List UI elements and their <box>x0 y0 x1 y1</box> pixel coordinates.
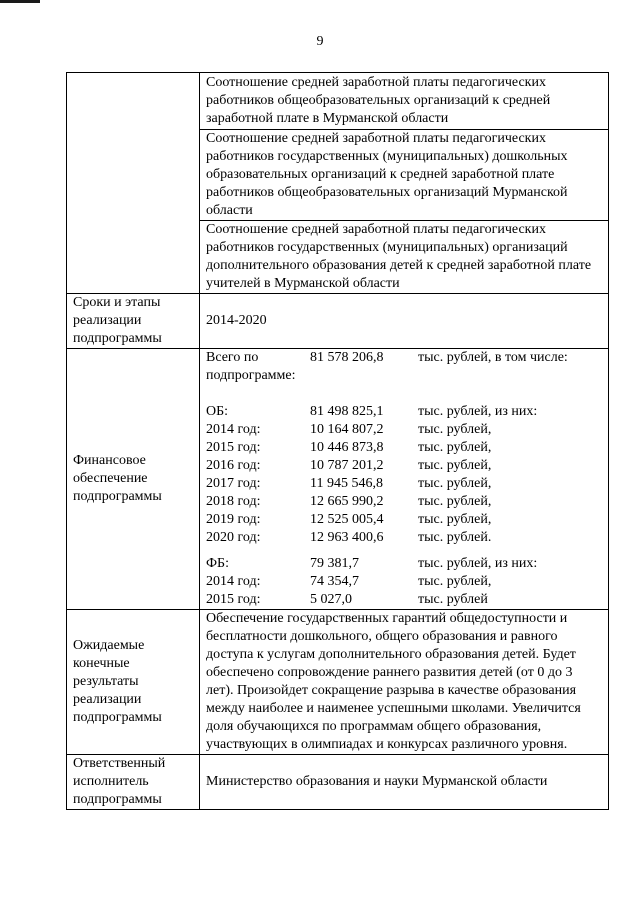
finance-year-unit: тыс. рублей <box>418 592 488 607</box>
finance-year-row <box>206 421 602 439</box>
finance-year-row <box>206 529 602 547</box>
indicator-cell: Соотношение средней заработной платы педагогических работников общеобразовательных организаций к средней заработной плате в Мурманской области <box>200 73 609 130</box>
finance-year-amount: 11 945 546,8 <box>310 476 383 491</box>
finance-year-amount: 5 027,0 <box>310 592 352 607</box>
terms-value: 2014-2020 <box>200 294 609 349</box>
indicator-row <box>67 73 609 130</box>
executor-label: Ответственный исполнитель подпрограммы <box>67 755 200 810</box>
finance-total-row <box>206 349 602 385</box>
finance-year-row <box>206 457 602 475</box>
finance-year-amount: 12 525 005,4 <box>310 512 384 527</box>
finance-year: 2020 год: <box>206 530 261 545</box>
indicator-cell: Соотношение средней заработной платы педагогических работников государственных (муниципальных) организаций дополнительного образования детей к средней заработной плате учителей в Мурманской области <box>200 221 609 294</box>
finance-year-amount: 10 787 201,2 <box>310 458 384 473</box>
finance-year-amount: 10 164 807,2 <box>310 422 384 437</box>
finance-year-amount: 12 665 990,2 <box>310 494 384 509</box>
results-text: Обеспечение государственных гарантий общедоступности и бесплатности дошкольного, общего образования и равного доступа к услугам дополнительного образования детей. Будет обеспечено сопровождение раннего развития детей (от 0 до 3 лет). Произойдет сокращение разрыва в качестве образования между наиболее и наименее успешными школами. Увеличится доля обучающихся по программам общего образования, участвующих в олимпиадах и конкурсах различного уровня. <box>200 610 609 755</box>
finance-details <box>200 349 609 610</box>
finance-year-unit: тыс. рублей, <box>418 574 492 589</box>
indicator-cell: Соотношение средней заработной платы педагогических работников государственных (муниципальных) дошкольных образовательных организаций к средней заработной плате работников общеобразовательных организаций Мурманской области <box>200 130 609 221</box>
finance-fb-label: ФБ: <box>206 556 229 571</box>
finance-ob-unit: тыс. рублей, из них: <box>418 404 538 419</box>
finance-year-unit: тыс. рублей, <box>418 440 492 455</box>
finance-year-amount: 74 354,7 <box>310 574 359 589</box>
finance-total-label: Всего по подпрограмме: <box>206 350 296 383</box>
finance-fb-amount: 79 381,7 <box>310 556 359 571</box>
finance-year-amount: 10 446 873,8 <box>310 440 384 455</box>
finance-row <box>67 349 609 610</box>
finance-year-row <box>206 439 602 457</box>
finance-year-unit: тыс. рублей, <box>418 494 492 509</box>
finance-label: Финансовое обеспечение подпрограммы <box>67 349 200 610</box>
terms-row <box>67 294 609 349</box>
finance-year: 2016 год: <box>206 458 261 473</box>
page-number: 9 <box>316 34 324 49</box>
executor-value: Министерство образования и науки Мурманской области <box>200 755 609 810</box>
finance-year-row <box>206 591 602 609</box>
finance-total-amount: 81 578 206,8 <box>310 350 384 365</box>
finance-year-unit: тыс. рублей, <box>418 512 492 527</box>
finance-year: 2015 год: <box>206 592 261 607</box>
finance-year: 2017 год: <box>206 476 261 491</box>
finance-year-unit: тыс. рублей, <box>418 422 492 437</box>
finance-year: 2014 год: <box>206 574 261 589</box>
subprogram-passport-table <box>66 72 609 810</box>
finance-total-unit: тыс. рублей, в том числе: <box>418 350 568 365</box>
results-row <box>67 610 609 755</box>
executor-row <box>67 755 609 810</box>
finance-year: 2014 год: <box>206 422 261 437</box>
finance-year-amount: 12 963 400,6 <box>310 530 384 545</box>
finance-year-row <box>206 511 602 529</box>
finance-year-unit: тыс. рублей. <box>418 530 492 545</box>
scan-corner-mark <box>0 0 40 3</box>
empty-label-cell <box>67 73 200 294</box>
finance-ob-label: ОБ: <box>206 404 229 419</box>
finance-year-unit: тыс. рублей, <box>418 476 492 491</box>
results-label: Ожидаемые конечные результаты реализации подпрограммы <box>67 610 200 755</box>
finance-year-row <box>206 493 602 511</box>
finance-ob-amount: 81 498 825,1 <box>310 404 384 419</box>
finance-year-row <box>206 573 602 591</box>
finance-fb-unit: тыс. рублей, из них: <box>418 556 538 571</box>
finance-year-row <box>206 475 602 493</box>
finance-year-unit: тыс. рублей, <box>418 458 492 473</box>
finance-fb-row <box>206 555 602 573</box>
finance-year: 2018 год: <box>206 494 261 509</box>
finance-year: 2015 год: <box>206 440 261 455</box>
terms-label: Сроки и этапы реализации подпрограммы <box>67 294 200 349</box>
finance-ob-row <box>206 403 602 421</box>
finance-year: 2019 год: <box>206 512 261 527</box>
